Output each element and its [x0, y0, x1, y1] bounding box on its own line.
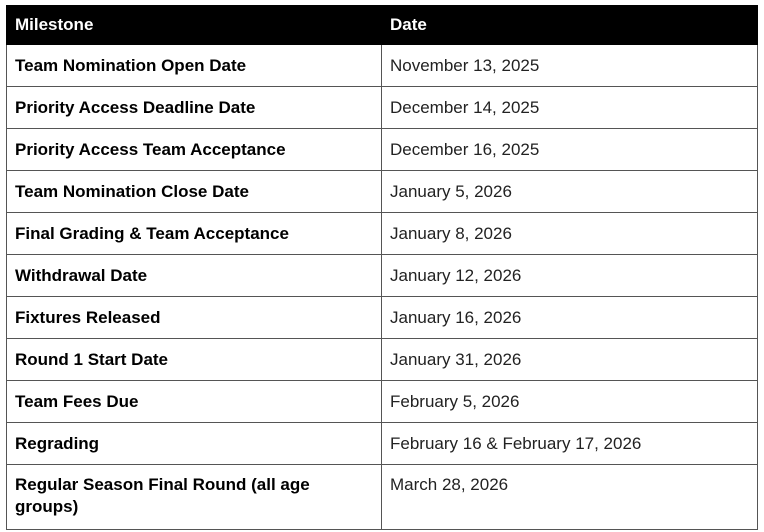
table-row: [7, 423, 758, 465]
table-row: [7, 381, 758, 423]
table-row: [7, 297, 758, 339]
table-header: [7, 6, 758, 45]
milestone-cell: Regular Season Final Round (all age groups): [7, 465, 382, 530]
table-row: [7, 465, 758, 530]
date-cell: January 8, 2026: [382, 213, 758, 255]
date-cell: February 16 & February 17, 2026: [382, 423, 758, 465]
table-row: [7, 87, 758, 129]
milestones-table-container: [6, 5, 757, 530]
milestones-table: [6, 5, 758, 530]
milestone-cell: Team Nomination Close Date: [7, 171, 382, 213]
table-row: [7, 45, 758, 87]
table-row: [7, 129, 758, 171]
milestone-column-header: Milestone: [7, 6, 382, 45]
table-row: [7, 171, 758, 213]
milestone-cell: Round 1 Start Date: [7, 339, 382, 381]
milestone-cell: Priority Access Team Acceptance: [7, 129, 382, 171]
milestone-cell: Regrading: [7, 423, 382, 465]
date-cell: December 16, 2025: [382, 129, 758, 171]
date-cell: December 14, 2025: [382, 87, 758, 129]
milestone-cell: Withdrawal Date: [7, 255, 382, 297]
milestone-cell: Fixtures Released: [7, 297, 382, 339]
table-body: [7, 45, 758, 530]
date-cell: November 13, 2025: [382, 45, 758, 87]
milestone-cell: Priority Access Deadline Date: [7, 87, 382, 129]
milestone-cell: Team Fees Due: [7, 381, 382, 423]
table-row: [7, 339, 758, 381]
date-cell: March 28, 2026: [382, 465, 758, 530]
table-row: [7, 255, 758, 297]
date-cell: February 5, 2026: [382, 381, 758, 423]
milestone-cell: Final Grading & Team Acceptance: [7, 213, 382, 255]
milestone-cell: Team Nomination Open Date: [7, 45, 382, 87]
date-cell: January 16, 2026: [382, 297, 758, 339]
table-row: [7, 213, 758, 255]
date-cell: January 12, 2026: [382, 255, 758, 297]
date-cell: January 5, 2026: [382, 171, 758, 213]
date-cell: January 31, 2026: [382, 339, 758, 381]
date-column-header: Date: [382, 6, 758, 45]
header-row: [7, 6, 758, 45]
